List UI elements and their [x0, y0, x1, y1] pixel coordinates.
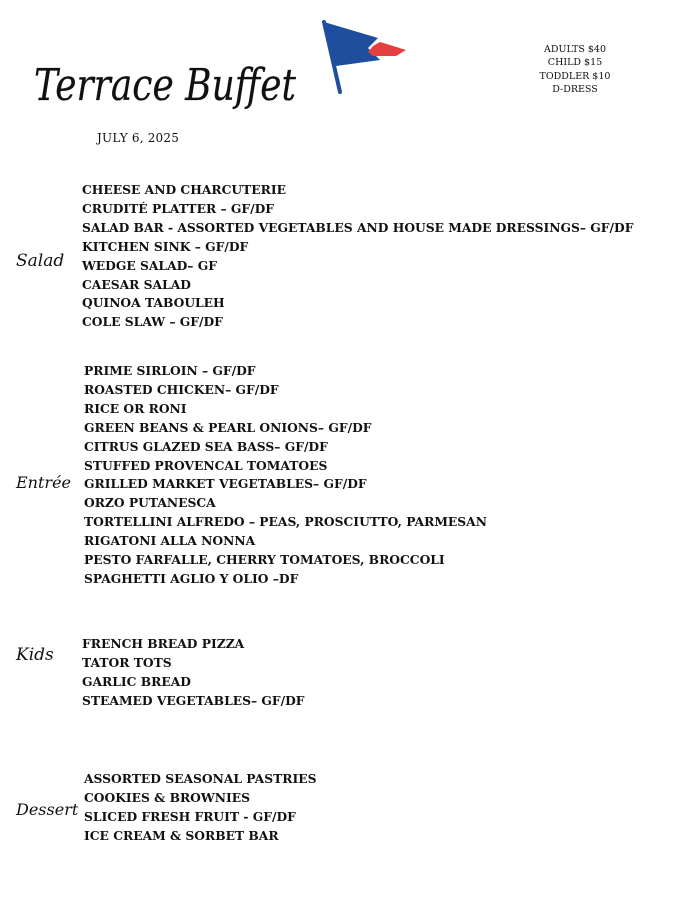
section-label-kids: [14, 638, 84, 668]
menu-item: CHEESE AND CHARCUTERIE: [82, 182, 286, 197]
price-list: [530, 43, 620, 97]
kids-item-list: [82, 635, 305, 711]
svg-text:Salad: Salad: [16, 251, 65, 271]
menu-item: ASSORTED SEASONAL PASTRIES: [84, 771, 317, 786]
section-label-entree: [14, 466, 84, 496]
menu-item: CRUDITÉ PLATTER – GF/DF: [82, 200, 274, 216]
menu-item: GREEN BEANS & PEARL ONIONS– GF/DF: [84, 419, 372, 435]
menu-item: TORTELLINI ALFREDO – PEAS, PROSCIUTTO, PARMESAN: [84, 514, 487, 530]
menu-item: RIGATONI ALLA NONNA: [84, 533, 256, 549]
section-label-salad: [14, 244, 84, 274]
dress-code: D-DRESS: [552, 84, 598, 96]
menu-item: SPAGHETTI AGLIO Y OLIO –DF: [84, 570, 299, 586]
menu-item: SALAD BAR - ASSORTED VEGETABLES AND HOUSE MADE DRESSINGS– GF/DF: [82, 219, 634, 235]
section-label-dessert: [14, 793, 84, 823]
menu-title-text: Terrace Buffet: [34, 60, 297, 111]
menu-item: QUINOA TABOULEH: [82, 295, 225, 311]
menu-item: PESTO FARFALLE, CHERRY TOMATOES, BROCCOLI: [84, 552, 445, 568]
menu-item: TATOR TOTS: [82, 654, 172, 670]
flag-logo: [318, 18, 410, 96]
price-child: CHILD $15: [547, 57, 603, 69]
menu-item: FRENCH BREAD PIZZA: [82, 636, 245, 651]
salad-item-list: [82, 181, 633, 332]
menu-item: GRILLED MARKET VEGETABLES– GF/DF: [84, 476, 367, 492]
menu-item: PRIME SIRLOIN – GF/DF: [84, 363, 256, 378]
menu-item: GARLIC BREAD: [82, 673, 191, 689]
menu-title: [30, 38, 310, 128]
menu-item: KITCHEN SINK – GF/DF: [82, 238, 249, 254]
menu-date: JULY 6, 2025: [97, 131, 180, 145]
price-toddler: TODDLER $10: [539, 70, 611, 82]
menu-item: RICE OR RONI: [84, 400, 187, 416]
menu-item: STEAMED VEGETABLES– GF/DF: [82, 692, 305, 708]
menu-item: COLE SLAW – GF/DF: [82, 314, 223, 330]
menu-item: CITRUS GLAZED SEA BASS– GF/DF: [84, 438, 328, 454]
price-adults: ADULTS $40: [543, 44, 606, 55]
entree-item-list: [84, 362, 487, 589]
menu-item: ICE CREAM & SORBET BAR: [84, 827, 279, 843]
menu-item: STUFFED PROVENCAL TOMATOES: [84, 457, 328, 473]
menu-item: WEDGE SALAD– GF: [82, 257, 217, 273]
menu-item: ORZO PUTANESCA: [84, 495, 216, 511]
dessert-item-list: [84, 770, 316, 846]
svg-text:Dessert: Dessert: [16, 800, 79, 819]
svg-text:Kids: Kids: [16, 645, 54, 665]
svg-text:Entrée: Entrée: [16, 473, 71, 492]
menu-item: SLICED FRESH FRUIT - GF/DF: [84, 808, 296, 824]
menu-item: ROASTED CHICKEN– GF/DF: [84, 381, 279, 397]
menu-item: COOKIES & BROWNIES: [84, 789, 250, 805]
menu-item: CAESAR SALAD: [82, 276, 191, 292]
